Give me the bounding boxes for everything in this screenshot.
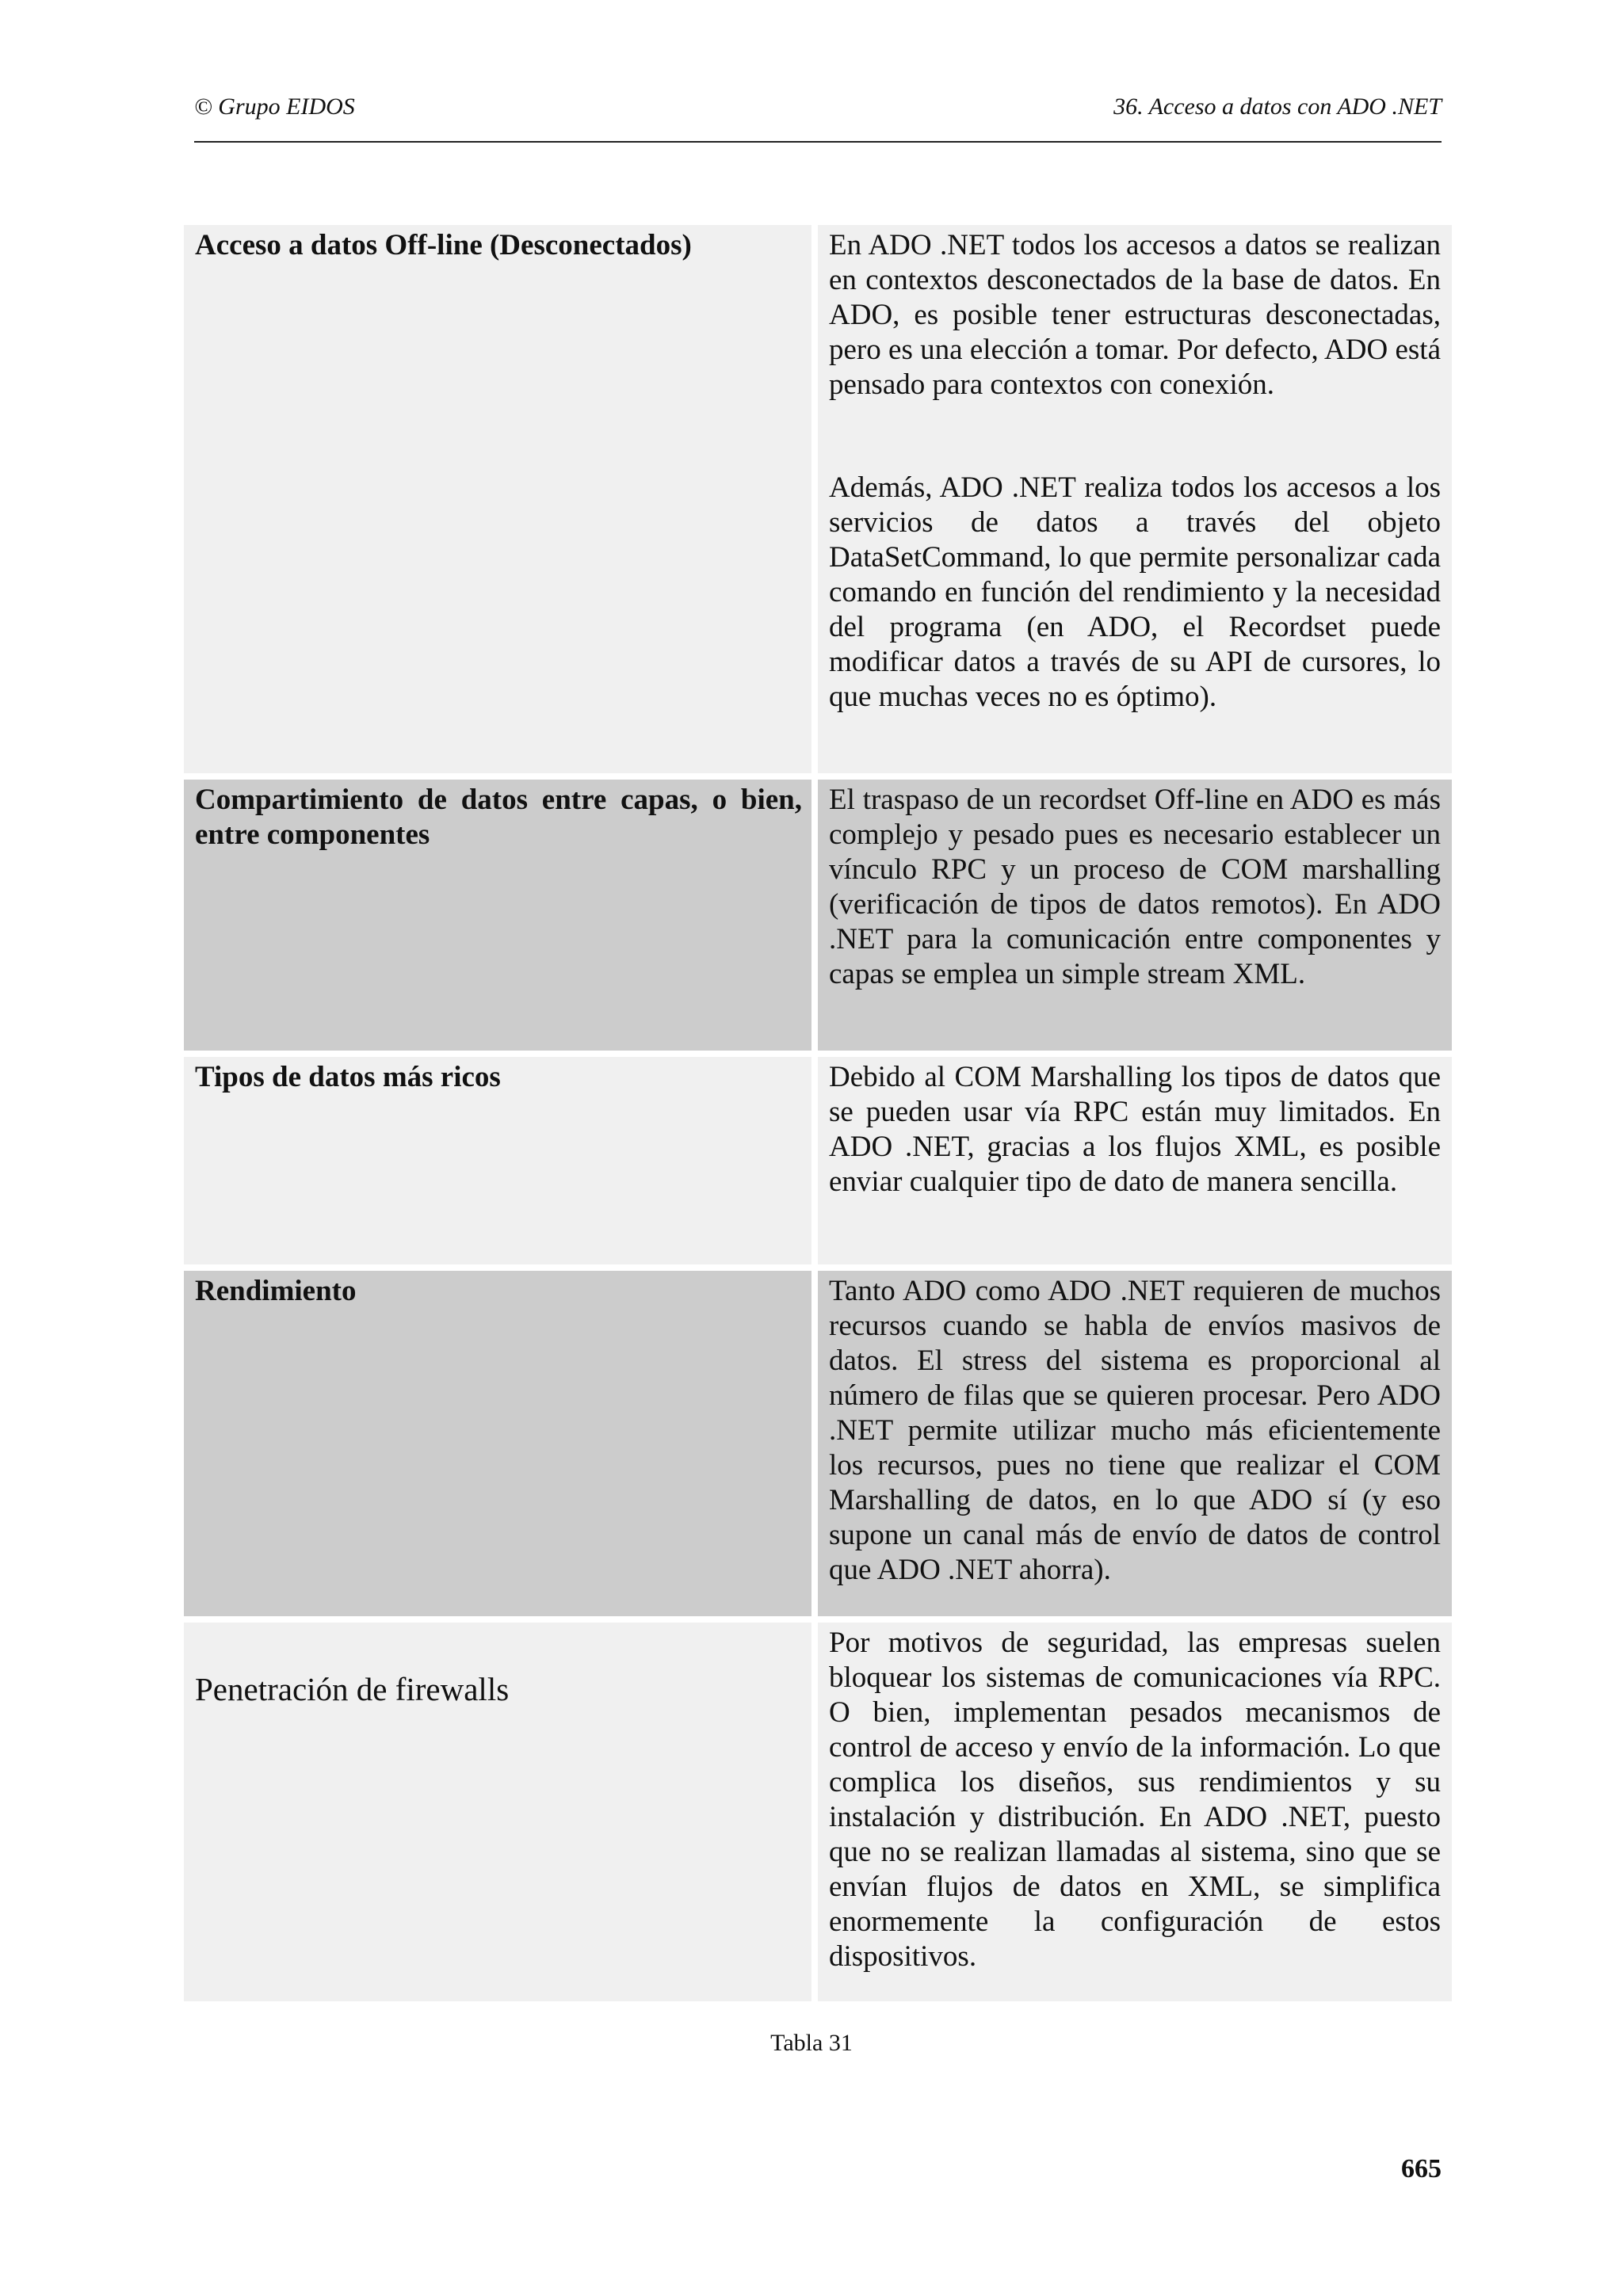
row-label-cell (184, 1623, 812, 2001)
row-description: Además, ADO .NET realiza todos los accesos a los servicios de datos a través del objeto DataSetCommand, lo que permite personalizar cada comando en función del rendimiento y la necesidad del programa (en ADO, el Recordset puede modificar datos a través de su API de cursores, lo que muchas veces no es óptimo). (829, 471, 1441, 713)
table-row (184, 225, 1452, 773)
comparison-table (184, 225, 1452, 2008)
table-caption: Tabla 31 (770, 2030, 853, 2056)
row-description: Por motivos de seguridad, las empresas suelen bloquear los sistemas de comunicaciones vía RPC. O bien, implementan pesados mecanismos de control de acceso y envío de la información. Lo que complica los diseños, sus rendimientos y su instalación y distribución. En ADO .NET, puesto que no se realizan llamadas al sistema, sino que se envían flujos de datos en XML, se simplifica enormemente la configuración de estos dispositivos. (829, 1627, 1441, 1973)
row-label: Rendimiento (195, 1275, 357, 1307)
page-number: 665 (1401, 2154, 1442, 2183)
row-label-cell (184, 1057, 812, 1264)
row-description-cell (818, 780, 1452, 1051)
row-description: Debido al COM Marshalling los tipos de datos que se pueden usar vía RPC están muy limitados. En ADO .NET, gracias a los flujos XML, es posible enviar cualquier tipo de dato de manera sencilla. (829, 1061, 1441, 1198)
row-label-cell (184, 780, 812, 1051)
header-chapter-title: 36. Acceso a datos con ADO .NET (1113, 93, 1442, 120)
row-description-cell (818, 225, 1452, 773)
row-description: El traspaso de un recordset Off-line en ADO es más complejo y pesado pues es necesario establecer un vínculo RPC y un proceso de COM marshalling (verificación de tipos de datos remotos). En ADO .NET para la comunicación entre componentes y capas se emplea un simple stream XML. (829, 784, 1441, 990)
row-description-cell (818, 1271, 1452, 1616)
row-label: Tipos de datos más ricos (195, 1061, 501, 1093)
row-description-cell (818, 1057, 1452, 1264)
header-publisher: © Grupo EIDOS (194, 93, 355, 120)
row-description-cell (818, 1623, 1452, 2001)
table-row (184, 1271, 1452, 1616)
row-label-cell (184, 1271, 812, 1616)
running-header (194, 93, 1442, 143)
row-description: En ADO .NET todos los accesos a datos se realizan en contextos desconectados de la base de datos. En ADO, es posible tener estructuras desconectadas, pero es una elección a tomar. Por defecto, ADO está pensado para contextos con conexión. (829, 229, 1441, 401)
row-label-cell (184, 225, 812, 773)
row-label: Penetración de firewalls (195, 1671, 510, 1707)
row-label: Acceso a datos Off-line (Desconectados) (195, 229, 692, 261)
table-row (184, 1057, 1452, 1264)
table-row (184, 780, 1452, 1051)
row-label: Compartimiento de datos entre capas, o bien, entre componentes (195, 784, 802, 851)
row-description: Tanto ADO como ADO .NET requieren de muchos recursos cuando se habla de envíos masivos de datos. El stress del sistema es proporcional al número de filas que se quieren procesar. Pero ADO .NET permite utilizar mucho más eficientemente los recursos, pues no tiene que realizar el COM Marshalling de datos, en lo que ADO sí (y eso supone un canal más de envío de datos de control que ADO .NET ahorra). (829, 1275, 1441, 1586)
table-row (184, 1623, 1452, 2001)
